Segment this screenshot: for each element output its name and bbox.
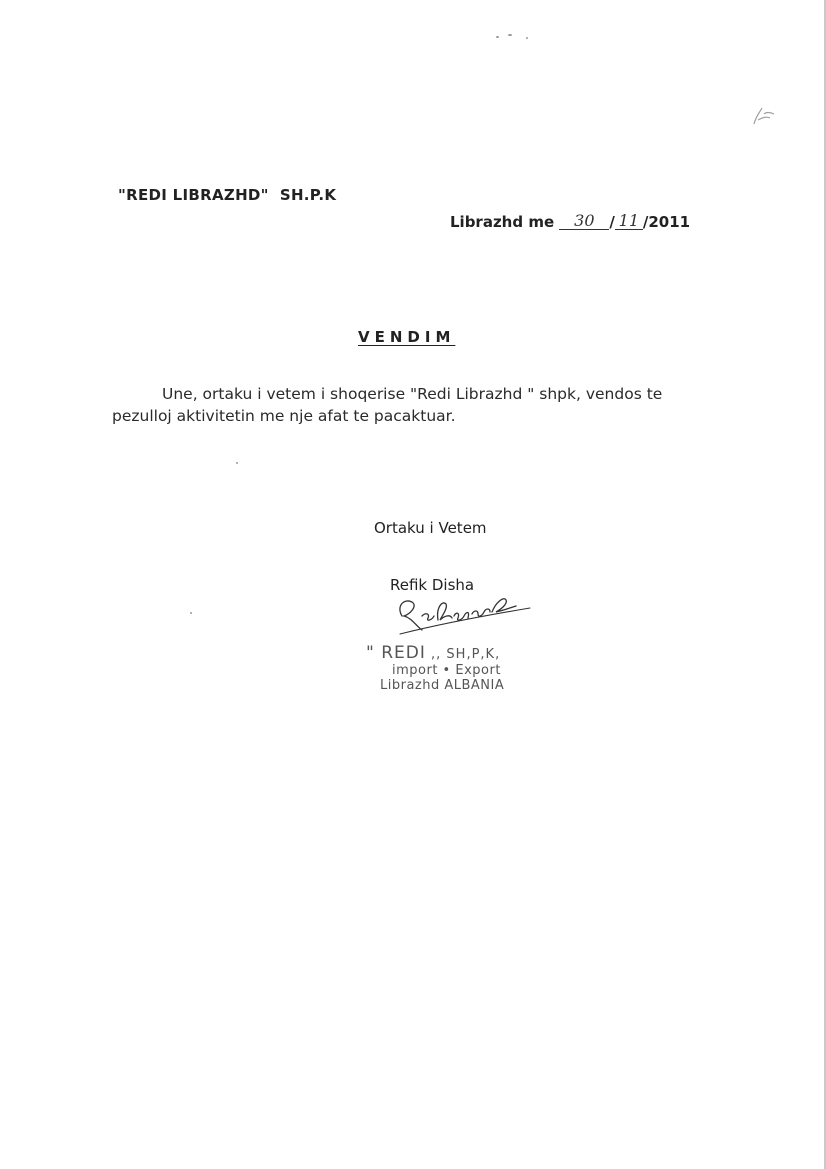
company-stamp: [366, 643, 536, 693]
date-separator: /: [642, 213, 649, 231]
stamp-legal-form: ,, SH,P,K,: [425, 647, 501, 662]
date-year: 2011: [648, 213, 691, 231]
stamp-location-line: Librazhd ALBANIA: [380, 678, 505, 693]
decision-paragraph: Une, ortaku i vetem i shoqerise "Redi Librazhd " shpk, vendos te pezulloj aktivitetin me nje afat te pacaktuar.: [112, 385, 663, 425]
scan-speck: [508, 34, 512, 36]
stamp-name: " REDI: [366, 643, 426, 663]
document-title: VENDIM: [358, 328, 456, 346]
company-header: "REDI LIBRAZHD" SH.P.K: [118, 186, 337, 204]
scan-speck: [190, 612, 192, 614]
scan-speck: [236, 462, 238, 464]
date-separator: /: [609, 213, 615, 231]
stamp-business-line: import • Export: [392, 663, 501, 678]
date-month: 11: [615, 213, 643, 230]
signer-role: Ortaku i Vetem: [374, 519, 487, 537]
handwritten-signature: [392, 586, 532, 638]
date-day: 30: [559, 213, 609, 230]
stamp-company-line: [366, 643, 536, 663]
date-prefix: Librazhd me: [450, 213, 560, 231]
signer-name: Refik Disha: [390, 576, 475, 594]
scan-smudge: [748, 104, 778, 130]
scan-speck: [496, 36, 499, 38]
scan-speck: [526, 37, 528, 39]
date-line: [450, 213, 690, 231]
